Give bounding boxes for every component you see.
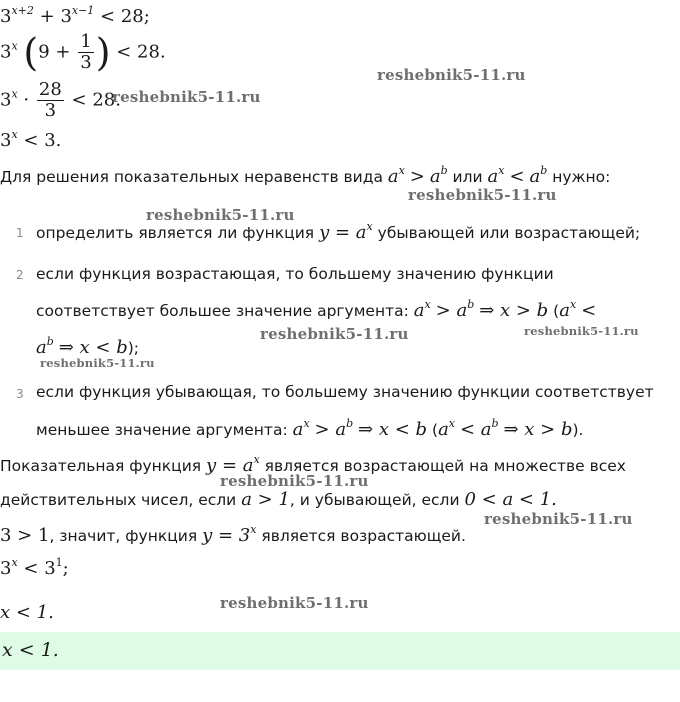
intro-ineq1-base: a (387, 166, 399, 187)
watermark-6: reshebnik5-11.ru (524, 324, 639, 338)
eq3-denominator: 3 (44, 100, 57, 121)
step3-text: меньшее значение аргумента: (36, 421, 288, 439)
para1-line2-text-1: действительных чисел, если (0, 491, 237, 509)
step1-func-exp: x (366, 220, 373, 233)
equation-line-6: x < 1. (0, 602, 54, 623)
eq1-base2: 3 (60, 6, 72, 27)
equation-line-4 (0, 130, 61, 151)
para1-line2-text-2: , и убывающей, если (289, 491, 460, 509)
watermark-7: reshebnik5-11.ru (40, 356, 155, 370)
intro-or: или (452, 168, 483, 186)
para1-cond-2: 0 < a < 1. (464, 489, 557, 510)
step3-line-1: если функция убывающая, то большему значению функции соответствует (36, 383, 654, 401)
step1-text-1: определить является ли функция (36, 224, 315, 242)
equation-line-2 (0, 32, 166, 73)
para1-func: y = a (206, 455, 254, 476)
answer-text: x < 1. (2, 639, 59, 661)
step2-a3-exp: b (46, 335, 54, 348)
step3-a2-exp: x (448, 417, 456, 430)
intro-text-1: Для решения показательных неравенств вида (0, 168, 383, 186)
list-item-1-text (36, 222, 640, 243)
para2-cond: 3 > 1 (0, 525, 50, 546)
equation-line-5 (0, 558, 69, 579)
step2-end: ); (127, 339, 140, 357)
step2-a-exp: x (424, 298, 431, 311)
eq1-exp1: x+2 (11, 4, 34, 17)
eq3-exp: x (11, 87, 18, 101)
para2-func: y = 3 (202, 525, 251, 546)
intro-ineq2-base: a (487, 166, 499, 187)
eq5-exp: x (11, 556, 18, 569)
intro-ineq2-exp2: b (540, 164, 548, 177)
para1-cond-1: a > 1 (241, 489, 290, 510)
step2-math: > a (435, 300, 468, 321)
watermark-2: reshebnik5-11.ru (112, 88, 261, 106)
watermark-4: reshebnik5-11.ru (146, 206, 295, 224)
step2-line3-math: ⇒ x < b (58, 337, 128, 358)
step3-b-exp: b (346, 417, 354, 430)
eq3-base: 3 (0, 89, 12, 111)
step3-a2-base: a (438, 419, 449, 440)
step2-a2-exp: x (569, 298, 577, 311)
eq3-fraction (37, 80, 64, 121)
intro-ineq2-rel: < (509, 166, 525, 187)
eq1-exp2: x−1 (71, 4, 95, 17)
eq2-exp: x (11, 39, 18, 53)
intro-ineq2-base2: a (529, 166, 541, 187)
step2-a3-base: a (36, 337, 47, 358)
step3-math-1: > a (314, 419, 347, 440)
eq5-exp2: 1 (55, 556, 63, 569)
watermark-9: reshebnik5-11.ru (484, 510, 633, 528)
watermark-5: reshebnik5-11.ru (260, 325, 409, 343)
eq2-base: 3 (0, 41, 12, 63)
watermark-3: reshebnik5-11.ru (408, 186, 557, 204)
step2-tail: < (581, 300, 597, 321)
intro-ineq1-rel: > (409, 166, 425, 187)
eq5-relation: < 3 (23, 558, 56, 579)
step2-line-3 (36, 337, 139, 358)
watermark-1: reshebnik5-11.ru (377, 66, 526, 84)
step3-implication-1: ⇒ x < b (358, 419, 428, 440)
intro-text-2: нужно: (552, 168, 611, 186)
eq3-numerator: 28 (38, 79, 62, 100)
eq5-end: ; (62, 558, 69, 579)
step3-end: ). (572, 421, 584, 439)
para2-func-exp: x (250, 523, 257, 536)
step2-line-1: если функция возрастающая, то большему значению функции (36, 265, 554, 283)
list-number-3: 3 (16, 387, 24, 401)
para2-text-2: является возрастающей. (261, 527, 466, 545)
equation-line-1 (0, 6, 150, 27)
watermark-8: reshebnik5-11.ru (220, 472, 369, 490)
eq2-close-paren: ) (95, 30, 111, 75)
para2-text-1: , значит, функция (49, 527, 198, 545)
eq1-relation: < 28; (100, 6, 150, 27)
eq1-base: 3 (0, 6, 12, 27)
step3-implication-2: ⇒ x > b (503, 419, 573, 440)
equation-line-3 (0, 80, 121, 121)
step2-a2-base: a (559, 300, 570, 321)
step1-text-2: убывающей или возрастающей; (377, 224, 641, 242)
list-number-2: 2 (16, 268, 24, 282)
para1-text-1: Показательная функция (0, 457, 202, 475)
step2-b-exp: b (467, 298, 475, 311)
eq2-open-paren: ( (23, 30, 39, 75)
intro-ineq1-exp: x (398, 164, 405, 177)
list-number-1: 1 (16, 226, 24, 240)
eq4-base: 3 (0, 130, 12, 151)
intro-line (0, 166, 610, 187)
step2-implication: ⇒ x > b (479, 300, 549, 321)
watermark-10: reshebnik5-11.ru (220, 594, 369, 612)
para1-text-2: является возрастающей на множестве всех (264, 457, 626, 475)
step2-paren: ( (553, 302, 560, 320)
eq4-relation: < 3. (23, 130, 62, 151)
step3-a-base: a (292, 419, 304, 440)
intro-ineq1-exp2: b (440, 164, 448, 177)
step1-func: y = a (319, 222, 367, 243)
step2-text: соответствует большее значение аргумента: (36, 302, 409, 320)
step3-paren: ( (432, 421, 439, 439)
eq2-denominator: 3 (80, 52, 92, 73)
eq1-plus: + (39, 6, 55, 27)
step3-math-2: < a (459, 419, 492, 440)
paragraph-2 (0, 525, 466, 546)
step2-line-2 (36, 300, 596, 321)
intro-ineq1-base2: a (429, 166, 441, 187)
para1-func-exp: x (253, 453, 260, 466)
answer-box (0, 632, 680, 670)
paragraph-1-line-2 (0, 489, 557, 510)
step2-a-base: a (413, 300, 425, 321)
eq2-nine-plus: 9 + (38, 41, 71, 63)
step3-b2-exp: b (491, 417, 499, 430)
step3-a-exp: x (303, 417, 310, 430)
eq3-relation: < 28. (71, 89, 121, 111)
eq2-fraction (78, 32, 93, 73)
eq5-base: 3 (0, 558, 12, 579)
eq4-exp: x (11, 128, 18, 141)
intro-ineq2-exp: x (498, 164, 505, 177)
step3-line-2 (36, 419, 583, 440)
eq3-dot: · (23, 89, 30, 111)
eq2-numerator: 1 (80, 31, 92, 52)
eq2-relation: < 28. (116, 41, 166, 63)
